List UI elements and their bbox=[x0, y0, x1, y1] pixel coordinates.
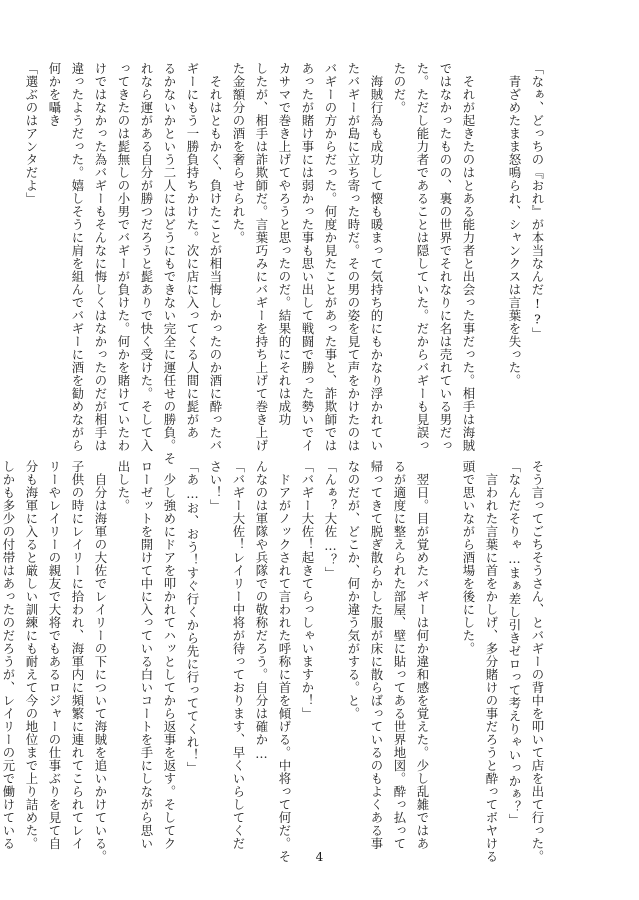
text-line: れなら運がある自分が勝つだろうと髭ありで快く受けた。そして入 bbox=[139, 62, 154, 452]
text-line: バギーの方からだった。何度か見たことがあった事と、詐欺師では bbox=[323, 62, 338, 452]
page-number: 4 bbox=[315, 850, 324, 864]
text-line: 違ったようだった。嬉しそうに肩を組んでバギーに酒を勧めながら bbox=[70, 62, 85, 452]
text-line: 「バギー大佐！レイリー中将が待っております、早くいらしてくだ bbox=[231, 460, 246, 850]
text-line: 頭で思いながら酒場を後にした。 bbox=[461, 460, 476, 655]
text-line: けではなかった為バギーもそんなに悔しくはなかったのだが相手は bbox=[93, 62, 108, 452]
text-line: るが適度に整えられた部屋、壁に貼ってある世界地図。酔っ払って bbox=[392, 460, 407, 850]
text-line: た金額分の酒を奢らせられた。 bbox=[231, 62, 246, 244]
text-line: たのだ。 bbox=[392, 62, 407, 114]
text-line: なのだが、どこか、何か違う気がする。と。 bbox=[346, 460, 361, 720]
text-line: それが起きたのはとある能力者と出会った事だった。相手は海賊 bbox=[461, 62, 476, 452]
text-line: 翌日。目が覚めたバギーは何か違和感を覚えた。少し乱雑ではあ bbox=[415, 460, 430, 850]
text-line: たバギーが島に立ち寄った時だ。その男の姿を見て声をかけたのは bbox=[346, 62, 361, 452]
text-line: 自分は海軍の大佐でレイリーの下について海賊を追いかけている。 bbox=[93, 460, 108, 863]
text-line: 子供の時にレイリーに拾われ、海軍内に頻繁に連れてこられてレイ bbox=[70, 460, 85, 850]
text-block-top bbox=[20, 62, 549, 465]
text-line: 「なんだそりゃ…まぁ差し引きゼロって考えりゃいっかぁ？」 bbox=[507, 460, 522, 827]
text-line: た。ただし能力者であることは隠していた。だからバギーも見誤っ bbox=[415, 62, 430, 452]
text-line: 帰ってきて脱ぎ散らかした服が床に散らばっているのもよくある事 bbox=[369, 460, 384, 850]
text-line: リーやレイリーの親友で大将でもあるロジャーの仕事ぶりを見て自 bbox=[47, 460, 62, 850]
text-line: しかも多少の付帯はあったのだろうが、レイリーの元で働けている bbox=[1, 460, 16, 850]
text-block-bottom bbox=[0, 460, 549, 863]
text-line: 「あ…お、おう！すぐ行くから先に行っててくれ！」 bbox=[185, 460, 200, 775]
text-line: カサマで巻き上げてやろうと思ったのだ。結果的にそれは成功 bbox=[277, 62, 292, 426]
text-line: 言われた言葉に首をかしげ、多分賭けの事だろうと酔ってボヤける bbox=[484, 460, 499, 863]
text-line: 「選ぶのはアンタだよ」 bbox=[24, 62, 39, 205]
text-line: あったが賭け事には弱かった事も思い出して戦闘で勝った勢いでイ bbox=[300, 62, 315, 452]
text-line: 「バギー大佐！起きてらっしゃいますか！」 bbox=[300, 460, 315, 720]
text-line: それはともかく、負けたことが相当悔しかったのか酒に酔ったバ bbox=[208, 62, 223, 452]
text-line: 青ざめたまま怒鳴られ、シャンクスは言葉を失った。 bbox=[507, 62, 522, 387]
text-line: そう言ってごちそうさん、とバギーの背中を叩いて店を出て行った。 bbox=[530, 460, 545, 863]
text-line: んなのは軍隊や兵隊での敬称だろう。自分は確か… bbox=[254, 460, 269, 762]
text-line: 何かを囁き bbox=[47, 62, 62, 127]
text-line: 分も海軍に入ると厳しい訓練にも耐えて今の地位まで上り詰めた。 bbox=[24, 460, 39, 850]
text-line: ローゼットを開けて中に入っている白いコートを手にしながら思い bbox=[139, 460, 154, 850]
text-line: るかないかという二人にはどうにもできない完全に運任せの勝負。そ bbox=[162, 62, 177, 465]
text-line: 少し強めにドアを叩かれてハッとしてから返事を返す。そしてク bbox=[162, 460, 177, 850]
text-line bbox=[434, 460, 457, 852]
text-line: ではなかったものの、裏の世界でそれなりに名は売れている男だっ bbox=[438, 62, 453, 452]
text-line: さい！」 bbox=[208, 460, 223, 512]
text-line: 「んぁ？大佐…？」 bbox=[323, 460, 338, 580]
text-line: したが、相手は詐欺師だ。言葉巧みにバギーを持ち上げて巻き上げ bbox=[254, 62, 269, 452]
text-line: ってきたのは髭無しの小男でバギーが負けた。何かを賭けていたわ bbox=[116, 62, 131, 452]
text-line: 「なぁ、どっちの『おれ』が本当なんだ!?」 bbox=[530, 62, 545, 341]
text-line: ギーにもう一勝負持ちかけた。次に店に入ってくる人間に髭があ bbox=[185, 62, 200, 439]
text-line: 海賊行為も成功して懐も暖まって気持ち的にもかなり浮かれてい bbox=[369, 62, 384, 452]
text-line: ドアがノックされて言われた呼称に首を傾げる。中将って何だ。そ bbox=[277, 460, 292, 863]
text-line bbox=[480, 62, 503, 454]
text-line: 出した。 bbox=[116, 460, 131, 512]
